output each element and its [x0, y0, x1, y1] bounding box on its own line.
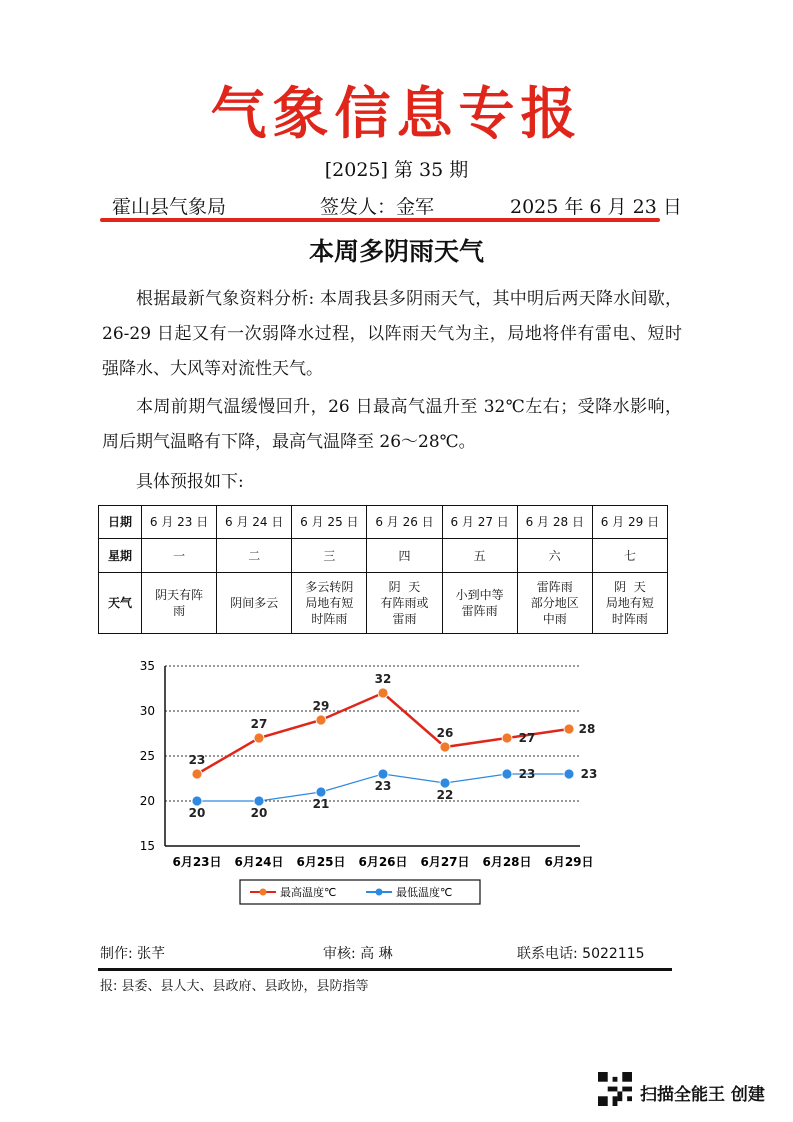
- weather-cell: [217, 573, 292, 634]
- weather-cell-line: 小到中等: [455, 588, 504, 602]
- paragraph-3: [102, 465, 682, 500]
- data-label: 22: [436, 788, 454, 802]
- weather-cell-line: 时阵雨: [611, 612, 648, 626]
- weather-cell-line: 雷阵雨: [536, 580, 573, 594]
- weekday-cell: 五: [442, 539, 517, 573]
- issuing-organization: 霍山县气象局: [112, 196, 227, 218]
- scanner-watermark: 扫描全能王 创建: [640, 1085, 765, 1105]
- data-label: 23: [188, 753, 206, 767]
- x-tick-label: 6月23日: [172, 855, 222, 869]
- issue-number: [2025] 第 35 期: [324, 159, 469, 181]
- date-cell: 6 月 29 日: [592, 506, 667, 539]
- signer: 签发人：金军: [320, 196, 435, 218]
- weather-cell: [142, 573, 217, 634]
- paragraph-3-text: 具体预报如下:: [136, 472, 244, 492]
- data-point: [254, 796, 264, 806]
- data-point: [316, 715, 326, 725]
- reviewer: 审核: 高 琳: [323, 946, 393, 962]
- data-point: [564, 769, 574, 779]
- date-cell: 6 月 26 日: [367, 506, 442, 539]
- table-row: [99, 573, 668, 634]
- data-label: 23: [580, 767, 598, 781]
- weekday-cell: 二: [217, 539, 292, 573]
- weather-cell: [517, 573, 592, 634]
- data-point: [378, 688, 388, 698]
- weather-cell: [367, 573, 442, 634]
- row-label-date: 日期: [99, 506, 142, 539]
- weather-cell-line: 阴 天: [614, 580, 646, 594]
- date-cell: 6 月 23 日: [142, 506, 217, 539]
- data-point: [502, 769, 512, 779]
- paragraph-1: [102, 282, 682, 387]
- weather-cell-line: 有阵雨或: [380, 596, 429, 610]
- data-label: 20: [188, 806, 206, 820]
- data-label: 27: [518, 731, 536, 745]
- data-label: 20: [250, 806, 268, 820]
- data-label: 21: [312, 797, 330, 811]
- data-point: [440, 742, 450, 752]
- weekday-cell: 七: [592, 539, 667, 573]
- weather-cell: [592, 573, 667, 634]
- date-cell: 6 月 27 日: [442, 506, 517, 539]
- data-label: 23: [518, 767, 536, 781]
- weather-cell-line: 中雨: [542, 612, 567, 626]
- y-tick-label: 35: [139, 659, 155, 673]
- weather-cell-line: 阴天有阵: [155, 588, 204, 602]
- weather-cell-line: 时阵雨: [311, 612, 348, 626]
- data-point: [316, 787, 326, 797]
- data-label: 28: [578, 722, 596, 736]
- data-label: 32: [374, 672, 392, 686]
- table-row: [99, 539, 668, 573]
- paragraph-1-text: 根据最新气象资料分析: 本周我县多阴雨天气，其中明后两天降水间歇，26-29 日起又有一次弱降水过程，以阵雨天气为主，局地将伴有雷电、短时强降水、大风等对流性天气。: [102, 289, 682, 379]
- weekday-cell: 六: [517, 539, 592, 573]
- date-cell: 6 月 25 日: [292, 506, 367, 539]
- weather-cell-line: 雷雨: [392, 612, 417, 626]
- maker: 制作: 张芊: [100, 946, 166, 962]
- issue-date: 2025 年 6 月 23 日: [510, 196, 682, 218]
- date-cell: 6 月 24 日: [217, 506, 292, 539]
- qr-code-icon: [598, 1072, 632, 1106]
- x-tick-label: 6月24日: [234, 855, 284, 869]
- weather-cell-line: 雨: [173, 604, 186, 618]
- weather-cell-line: 阴 天: [388, 580, 421, 594]
- data-label: 26: [436, 726, 454, 740]
- paragraph-2-text: 本周前期气温缓慢回升，26 日最高气温升至 32℃左右；受降水影响，周后期气温略有下降，最高气温降至 26～28℃。: [102, 397, 682, 452]
- data-label: 23: [374, 779, 392, 793]
- temperature-line-chart: [100, 650, 600, 910]
- weekday-cell: 一: [142, 539, 217, 573]
- forecast-table: [98, 505, 668, 634]
- date-cell: 6 月 28 日: [517, 506, 592, 539]
- weekday-cell: 四: [367, 539, 442, 573]
- x-tick-label: 6月29日: [544, 855, 594, 869]
- weather-cell-line: 雷阵雨: [461, 604, 498, 618]
- contact-phone: 联系电话: 5022115: [517, 946, 645, 962]
- data-point: [192, 796, 202, 806]
- series-line: [197, 693, 569, 774]
- y-tick-label: 20: [139, 794, 155, 808]
- legend-marker: [376, 889, 383, 896]
- y-tick-label: 30: [139, 704, 155, 718]
- weather-cell-line: 局地有短: [605, 596, 654, 610]
- data-label: 29: [312, 699, 330, 713]
- y-tick-label: 25: [139, 749, 155, 763]
- data-point: [192, 769, 202, 779]
- paragraph-2: [102, 390, 682, 460]
- headline: 本周多阴雨天气: [308, 237, 484, 266]
- legend-marker: [260, 889, 267, 896]
- legend-label: 最高温度℃: [280, 886, 337, 899]
- y-tick-label: 15: [139, 839, 155, 853]
- x-tick-label: 6月25日: [296, 855, 346, 869]
- data-label: 27: [250, 717, 268, 731]
- data-point: [502, 733, 512, 743]
- footer-divider: [98, 968, 672, 971]
- data-point: [378, 769, 388, 779]
- header-divider: [100, 218, 660, 222]
- data-point: [564, 724, 574, 734]
- x-tick-label: 6月26日: [358, 855, 408, 869]
- row-label-weather: 天气: [99, 573, 142, 634]
- weather-cell-line: 阴间多云: [230, 596, 279, 610]
- legend-label: 最低温度℃: [396, 886, 453, 899]
- distribution-list: 报: 县委、县人大、县政府、县政协，县防指等: [100, 979, 369, 994]
- data-point: [254, 733, 264, 743]
- weather-cell-line: 局地有短: [305, 596, 354, 610]
- weather-cell-line: 多云转阴: [305, 580, 354, 594]
- report-masthead-title: 气象信息专报: [210, 81, 583, 147]
- weather-cell: [292, 573, 367, 634]
- row-label-weekday: 星期: [99, 539, 142, 573]
- table-row: [99, 506, 668, 539]
- weather-cell-line: 部分地区: [530, 596, 579, 610]
- x-tick-label: 6月27日: [420, 855, 470, 869]
- data-point: [440, 778, 450, 788]
- weather-cell: [442, 573, 517, 634]
- weekday-cell: 三: [292, 539, 367, 573]
- x-tick-label: 6月28日: [482, 855, 532, 869]
